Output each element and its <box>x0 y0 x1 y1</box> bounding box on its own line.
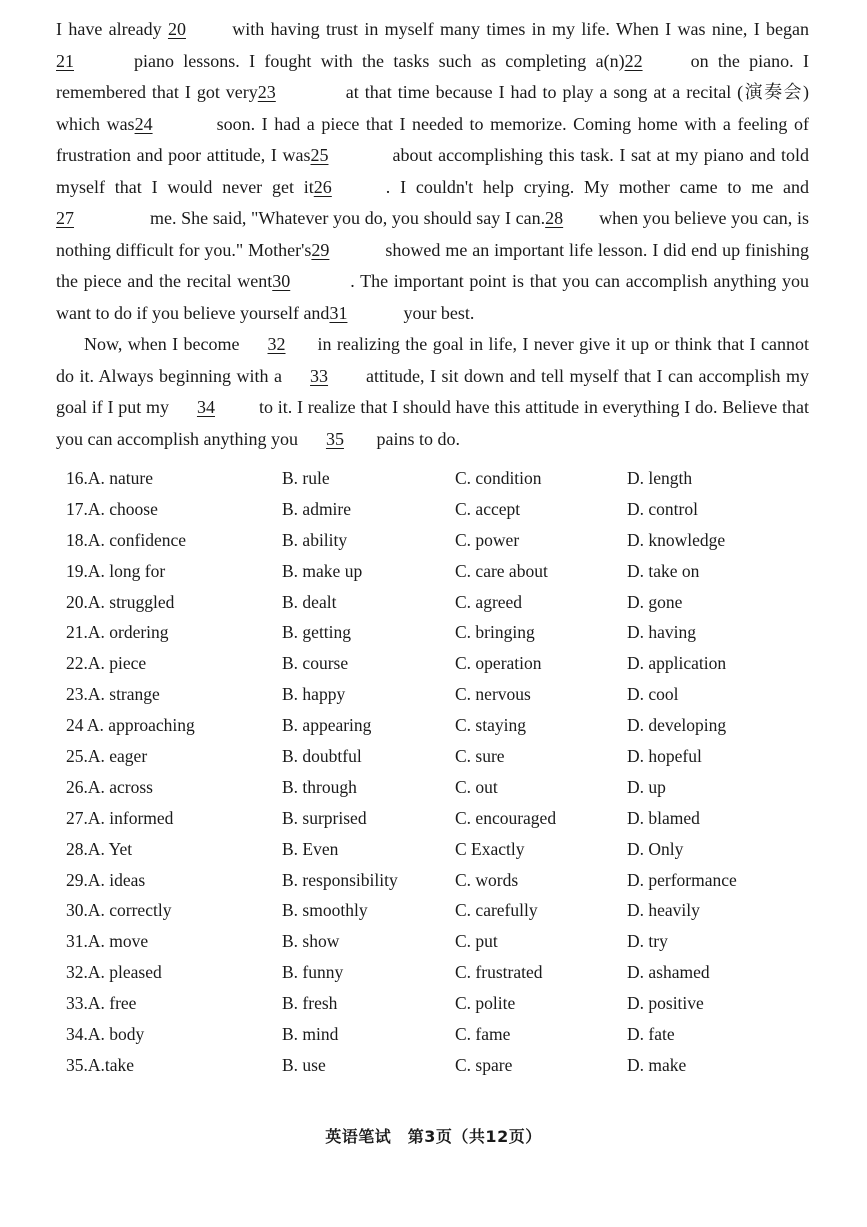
option-b: B. happy <box>282 684 346 705</box>
option-d: D. application <box>627 653 727 674</box>
option-b: B. use <box>282 1054 326 1075</box>
option-c: C. agreed <box>455 591 523 612</box>
option-row <box>56 926 809 957</box>
passage-paragraph-2 <box>56 329 809 455</box>
option-row <box>56 679 809 710</box>
option-a: 25.A. eager <box>66 746 148 767</box>
answer-options <box>56 463 809 1081</box>
option-b: B. make up <box>282 560 363 581</box>
option-row <box>56 587 809 618</box>
option-d: D. take on <box>627 560 700 581</box>
option-row <box>56 834 809 865</box>
option-b: B. mind <box>282 1024 339 1045</box>
option-a: 19.A. long for <box>66 560 166 581</box>
passage-text: showed me an important life lesson. I did end up finishing the piece and the recital went <box>56 239 810 291</box>
option-d: D. having <box>627 622 697 643</box>
option-row <box>56 988 809 1019</box>
option-c: C. care about <box>455 560 548 581</box>
option-a: 20.A. struggled <box>66 591 175 612</box>
option-b: B. Even <box>282 838 339 859</box>
passage-text: pains to do. <box>371 428 460 449</box>
passage-text: with having trust in myself many times in my life. When I was nine, I began <box>225 19 810 39</box>
passage-text: piano lessons. I fought with the tasks such as completing a(n) <box>134 50 625 71</box>
blank-25: 25 <box>310 145 329 165</box>
option-c: C. nervous <box>455 684 531 705</box>
option-a: 23.A. strange <box>66 684 160 705</box>
option-d: D. hopeful <box>627 746 702 767</box>
option-a: 31.A. move <box>66 931 149 952</box>
option-b: B. rule <box>282 468 330 488</box>
option-d: D. fate <box>627 1024 675 1045</box>
option-a: 27.A. informed <box>66 807 174 828</box>
option-d: D. try <box>627 931 668 952</box>
option-a: 30.A. correctly <box>66 900 172 921</box>
option-row <box>56 741 809 772</box>
option-b: B. course <box>282 653 349 674</box>
option-c: C. bringing <box>455 622 535 643</box>
option-b: B. funny <box>282 962 344 983</box>
option-d: D. heavily <box>627 900 700 921</box>
passage-text: . The important point is that you can accomplish anything you want to do if you believe yourself and <box>56 271 809 323</box>
blank-28: 28 <box>545 208 564 228</box>
option-c: C. frustrated <box>455 962 543 983</box>
option-b: B. responsibility <box>282 869 398 890</box>
option-a: 17.A. choose <box>66 498 158 519</box>
passage-paragraph-1 <box>56 14 809 329</box>
option-row <box>56 525 809 556</box>
option-b: B. fresh <box>282 993 338 1014</box>
option-b: B. getting <box>282 622 352 643</box>
option-d: D. control <box>627 498 698 519</box>
passage-text: attitude, I sit down and tell myself that I can accomplish my goal if I put my <box>56 365 810 417</box>
passage-text: in realizing the goal in life, I never give it up or think that I cannot do it. Always beginning with a <box>56 334 810 386</box>
option-a: 34.A. body <box>66 1024 145 1045</box>
option-b: B. surprised <box>282 807 367 828</box>
blank-24: 24 <box>134 113 153 134</box>
blank-35: 35 <box>325 428 344 449</box>
option-row <box>56 1019 809 1050</box>
passage-text: on the piano. I remembered that I got very <box>56 50 809 102</box>
option-c: C. condition <box>455 468 542 488</box>
option-c: C. fame <box>455 1024 511 1045</box>
blank-21: 21 <box>56 50 74 71</box>
option-row <box>56 803 809 834</box>
option-c: C. carefully <box>455 900 538 921</box>
option-c: C. operation <box>455 653 542 674</box>
option-c: C. accept <box>455 498 521 519</box>
option-c: C. encouraged <box>455 807 557 828</box>
option-d: D. make <box>627 1054 687 1075</box>
option-a: 33.A. free <box>66 993 137 1014</box>
blank-34: 34 <box>196 397 215 417</box>
blank-29: 29 <box>311 239 330 260</box>
blank-33: 33 <box>310 365 329 386</box>
option-c: C. put <box>455 931 498 952</box>
passage-text: to it. I realize that I should have this attitude in everything I do. Believe that you can accomplish anything you <box>56 397 809 449</box>
option-b: B. smoothly <box>282 900 368 921</box>
option-d: D. performance <box>627 869 737 890</box>
passage-text: your best. <box>403 302 475 323</box>
option-row <box>56 710 809 741</box>
blank-31: 31 <box>329 302 348 323</box>
option-d: D. developing <box>627 715 727 736</box>
option-a: 35.A.take <box>66 1054 135 1075</box>
option-a: 29.A. ideas <box>66 869 146 890</box>
option-c: C. spare <box>455 1054 513 1075</box>
option-a: 22.A. piece <box>66 653 147 674</box>
blank-30: 30 <box>272 271 291 291</box>
passage-text: . I couldn't help crying. My mother came to me and <box>385 176 809 197</box>
blank-22: 22 <box>624 50 643 71</box>
passage-text: me. She said, "Whatever you do, you should say I can. <box>150 208 546 228</box>
option-a: 21.A. ordering <box>66 622 169 643</box>
option-row <box>56 865 809 896</box>
blank-23: 23 <box>257 82 276 102</box>
option-b: B. appearing <box>282 715 372 736</box>
option-row <box>56 617 809 648</box>
option-a: 24 A. approaching <box>66 715 195 736</box>
option-b: B. through <box>282 776 357 797</box>
option-b: B. show <box>282 931 340 952</box>
option-d: D. knowledge <box>627 529 726 550</box>
option-b: B. doubtful <box>282 746 362 767</box>
option-b: B. admire <box>282 498 352 519</box>
option-c: C. staying <box>455 715 526 736</box>
option-b: B. dealt <box>282 591 337 612</box>
option-d: D. Only <box>627 838 684 859</box>
option-row <box>56 463 809 494</box>
option-c: C. out <box>455 776 498 797</box>
passage-text: Now, when I become <box>84 334 240 354</box>
option-c: C. words <box>455 869 519 890</box>
option-a: 26.A. across <box>66 776 153 797</box>
passage-text: at that time because I had to play a song at a recital (演奏会) which was <box>56 82 809 134</box>
option-c: C. polite <box>455 993 516 1014</box>
option-d: D. length <box>627 468 693 488</box>
option-d: D. ashamed <box>627 962 710 983</box>
option-row <box>56 1050 809 1081</box>
option-d: D. positive <box>627 993 704 1014</box>
option-row <box>56 957 809 988</box>
option-row <box>56 494 809 525</box>
blank-27: 27 <box>56 208 74 228</box>
option-a: 28.A. Yet <box>66 838 133 859</box>
passage-text: soon. I had a piece that I needed to memorize. Coming home with a feeling of frustration and poor attitude, I was <box>56 113 809 165</box>
passage-text: about accomplishing this task. I sat at my piano and told myself that I would never get it <box>56 145 809 197</box>
blank-26: 26 <box>313 176 332 197</box>
cloze-passage <box>56 14 809 455</box>
option-c: C Exactly <box>455 838 525 859</box>
option-b: B. ability <box>282 529 348 550</box>
option-d: D. up <box>627 776 666 797</box>
option-row <box>56 772 809 803</box>
blank-32: 32 <box>267 334 286 354</box>
option-d: D. blamed <box>627 807 700 828</box>
option-a: 18.A. confidence <box>66 529 187 550</box>
passage-text: I have already <box>56 19 168 39</box>
option-row <box>56 556 809 587</box>
option-row <box>56 648 809 679</box>
passage-text: when you believe you can, is nothing difficult for you." Mother's <box>56 208 809 260</box>
option-a: 32.A. pleased <box>66 962 162 983</box>
option-d: D. cool <box>627 684 679 705</box>
option-c: C. power <box>455 529 520 550</box>
option-a: 16.A. nature <box>66 468 153 488</box>
option-c: C. sure <box>455 746 505 767</box>
option-row <box>56 895 809 926</box>
page-footer: 英语笔试 第3页（共12页） <box>325 1127 542 1146</box>
blank-20: 20 <box>167 19 186 39</box>
option-d: D. gone <box>627 591 683 612</box>
